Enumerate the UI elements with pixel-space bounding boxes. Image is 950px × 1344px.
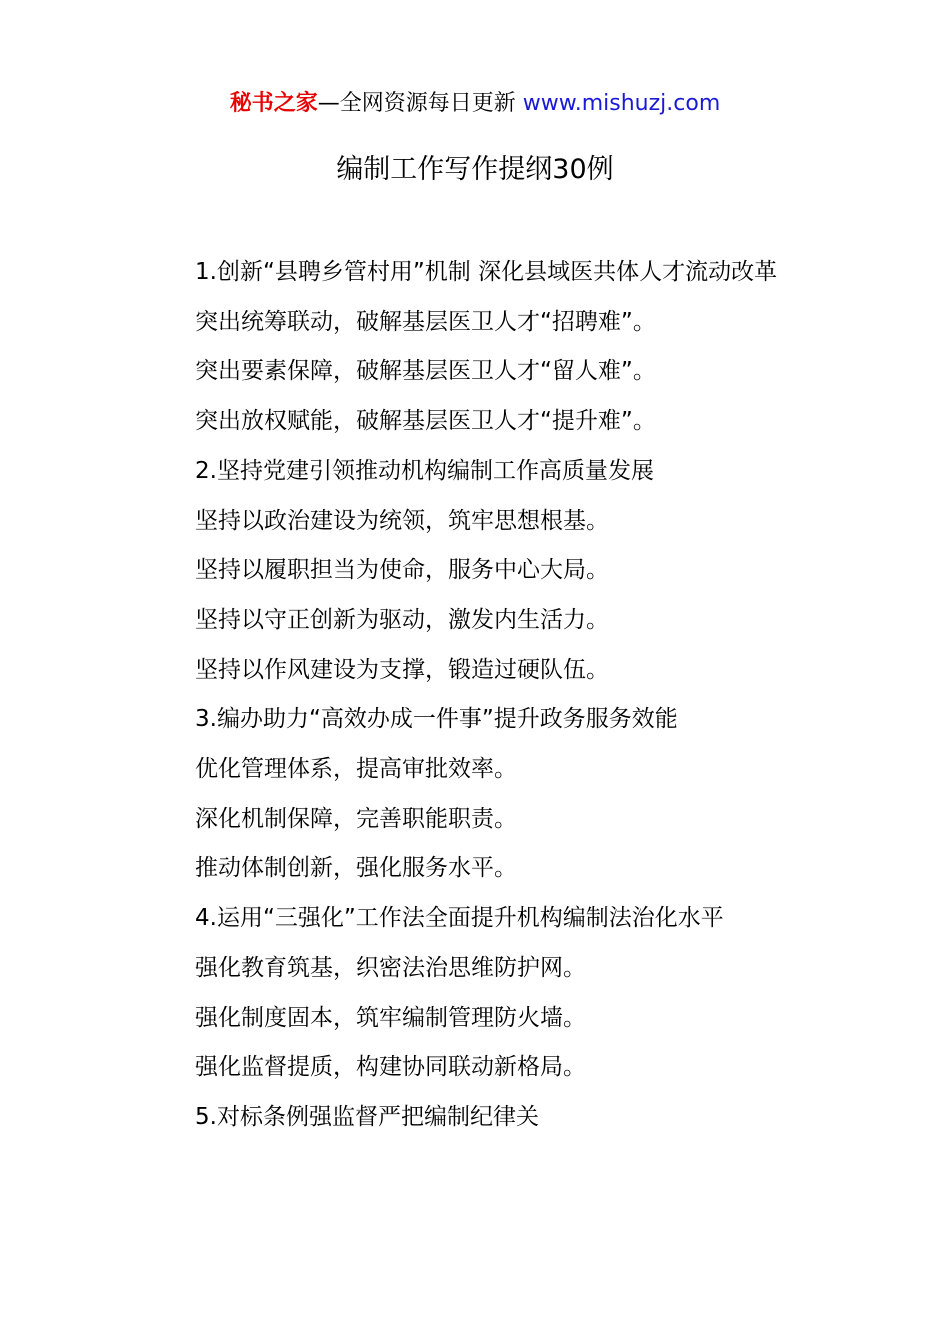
body-paragraph: 推动体制创新，强化服务水平。 <box>195 855 517 882</box>
body-paragraph: 强化监督提质，构建协同联动新格局。 <box>195 1054 586 1081</box>
body-paragraph: 优化管理体系，提高审批效率。 <box>195 756 517 783</box>
site-header <box>0 88 950 120</box>
body-paragraph: 坚持以履职担当为使命，服务中心大局。 <box>195 557 609 584</box>
body-paragraph: 坚持以作风建设为支撑，锻造过硬队伍。 <box>195 656 609 683</box>
brand-name: 秘书之家 <box>229 91 318 116</box>
site-url-link[interactable]: www.mishuzj.com <box>522 91 721 116</box>
section-heading-5: 5.对标条例强监督严把编制纪律关 <box>195 1103 539 1130</box>
body-paragraph: 强化教育筑基，织密法治思维防护网。 <box>195 954 586 981</box>
body-paragraph: 突出要素保障，破解基层医卫人才“留人难”。 <box>195 358 656 385</box>
body-paragraph: 坚持以守正创新为驱动，激发内生活力。 <box>195 606 609 633</box>
document-title: 编制工作写作提纲30例 <box>336 154 614 185</box>
section-heading-2: 2.坚持党建引领推动机构编制工作高质量发展 <box>195 457 654 484</box>
body-paragraph: 强化制度固本，筑牢编制管理防火墙。 <box>195 1004 586 1031</box>
section-heading-1: 1.创新“县聘乡管村用”机制 深化县域医共体人才流动改革 <box>195 259 778 285</box>
section-heading-3: 3.编办助力“高效办成一件事”提升政务服务效能 <box>195 706 678 733</box>
document-body <box>145 248 810 1143</box>
body-paragraph: 突出统筹联动，破解基层医卫人才“招聘难”。 <box>195 308 656 335</box>
body-paragraph: 突出放权赋能，破解基层医卫人才“提升难”。 <box>195 408 656 435</box>
section-heading-4: 4.运用“三强化”工作法全面提升机构编制法治化水平 <box>195 905 724 932</box>
body-paragraph: 坚持以政治建设为统领，筑牢思想根基。 <box>195 507 609 534</box>
body-paragraph: 深化机制保障，完善职能职责。 <box>195 805 517 832</box>
site-tagline: —全网资源每日更新 <box>317 91 523 116</box>
